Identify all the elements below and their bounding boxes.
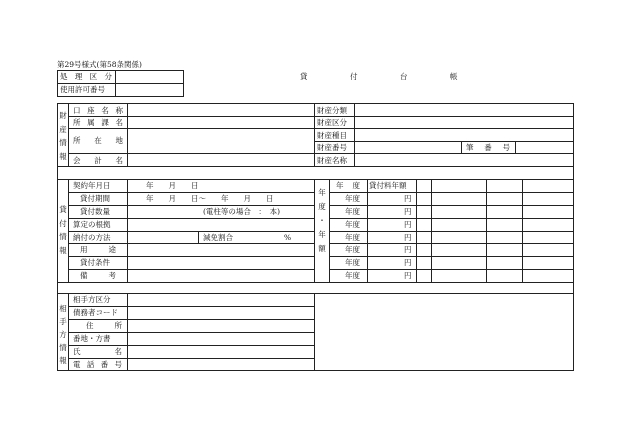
- name-label: 氏 名: [73, 347, 122, 356]
- accounting-name-label: 会 計 名: [73, 156, 123, 165]
- address-field[interactable]: [128, 320, 313, 331]
- yen-cell[interactable]: 円: [404, 207, 412, 216]
- title-char-1: 貸: [300, 72, 308, 81]
- col-fee-header: 貸付料年額: [369, 181, 407, 190]
- remarks-field[interactable]: [128, 270, 313, 281]
- col-year-header: 年 度: [336, 181, 360, 190]
- reduction-rate-label: 減免割合: [203, 233, 233, 242]
- yen-cell[interactable]: 円: [404, 245, 412, 254]
- phone-label: 電 話 番 号: [73, 360, 122, 369]
- processing-category-label: 処 理 区 分: [60, 72, 112, 81]
- contract-date-value[interactable]: 年 月 日: [146, 181, 199, 190]
- name-field[interactable]: [128, 346, 313, 357]
- title-char-2: 付: [350, 72, 358, 81]
- reduction-rate-field[interactable]: [240, 232, 283, 242]
- counterparty-section-label: 相 手 方 情 報: [59, 304, 67, 365]
- title-char-3: 台: [400, 72, 408, 81]
- property-name-field[interactable]: [355, 154, 573, 165]
- yen-cell[interactable]: 円: [404, 271, 412, 280]
- counterparty-type-field[interactable]: [128, 294, 313, 305]
- location-label: 所 在 地: [73, 136, 123, 145]
- title-char-4: 帳: [450, 72, 458, 81]
- street-number-label: 番地・方書: [73, 334, 111, 343]
- usage-permit-label: 使用許可番号: [60, 85, 105, 94]
- section-divider: [57, 179, 574, 180]
- lot-number-label: 筆 番 号: [466, 143, 510, 152]
- debtor-code-field[interactable]: [128, 307, 313, 318]
- street-number-field[interactable]: [128, 333, 313, 344]
- property-class-label: 財産分類: [317, 106, 347, 115]
- conditions-field[interactable]: [128, 257, 313, 268]
- year-cell[interactable]: 年度: [345, 194, 360, 203]
- yearly-amount-label: 年 度 ・ 年 額: [318, 188, 326, 253]
- property-type-field[interactable]: [355, 129, 573, 140]
- department-name-field[interactable]: [128, 117, 313, 127]
- quantity-note: (電柱等の場合 ： 本): [203, 207, 281, 216]
- location-field[interactable]: [128, 129, 313, 152]
- lending-quantity-field[interactable]: [128, 206, 200, 217]
- lending-period-label: 貸付期間: [80, 194, 110, 203]
- calc-basis-field[interactable]: [128, 219, 313, 230]
- form-number: 第29号様式(第58条関係): [57, 60, 142, 69]
- property-type-label: 財産種目: [317, 131, 347, 140]
- yen-cell[interactable]: 円: [404, 194, 412, 203]
- lending-section-label: 貸 付 情 報: [59, 205, 67, 255]
- property-section-label: 財 産 情 報: [59, 111, 67, 161]
- year-cell[interactable]: 年度: [345, 271, 360, 280]
- yen-cell[interactable]: 円: [404, 233, 412, 242]
- purpose-label: 用 途: [80, 245, 116, 254]
- payment-method-field[interactable]: [128, 232, 197, 242]
- lot-number-field[interactable]: [516, 142, 573, 152]
- lending-quantity-label: 貸付数量: [80, 207, 110, 216]
- lending-period-value[interactable]: 年 月 日～ 年 月 日: [146, 194, 274, 203]
- debtor-code-label: 債務者コード: [73, 308, 118, 317]
- page-title: [300, 73, 460, 83]
- year-cell[interactable]: 年度: [345, 220, 360, 229]
- year-cell[interactable]: 年度: [345, 233, 360, 242]
- property-number-field[interactable]: [355, 142, 460, 152]
- property-category-field[interactable]: [355, 117, 573, 127]
- purpose-field[interactable]: [128, 244, 313, 255]
- calc-basis-label: 算定の根拠: [73, 220, 111, 229]
- lending-conditions-label: 貸付条件: [80, 258, 110, 267]
- account-name-field[interactable]: [128, 104, 313, 115]
- phone-field[interactable]: [128, 359, 313, 370]
- year-cell[interactable]: 年度: [345, 207, 360, 216]
- property-number-label: 財産番号: [317, 143, 347, 152]
- property-category-label: 財産区分: [317, 118, 347, 127]
- contract-date-label: 契約年月日: [73, 181, 111, 190]
- address-label: 住 所: [86, 321, 122, 330]
- percent-sign: %: [284, 233, 292, 242]
- yen-cell[interactable]: 円: [404, 220, 412, 229]
- department-name-label: 所 属 課 名: [73, 118, 123, 127]
- yen-cell[interactable]: 円: [404, 258, 412, 267]
- property-name-label: 財産名称: [317, 156, 347, 165]
- accounting-name-field[interactable]: [128, 154, 313, 165]
- account-name-label: 口 座 名 称: [73, 106, 123, 115]
- usage-permit-field[interactable]: [116, 84, 183, 96]
- processing-category-field[interactable]: [116, 71, 183, 83]
- payment-method-label: 納付の方法: [73, 233, 111, 242]
- property-class-field[interactable]: [355, 104, 573, 115]
- remarks-label: 備 考: [80, 271, 116, 280]
- counterparty-type-label: 相手方区分: [73, 295, 111, 304]
- year-cell[interactable]: 年度: [345, 258, 360, 267]
- year-cell[interactable]: 年度: [345, 245, 360, 254]
